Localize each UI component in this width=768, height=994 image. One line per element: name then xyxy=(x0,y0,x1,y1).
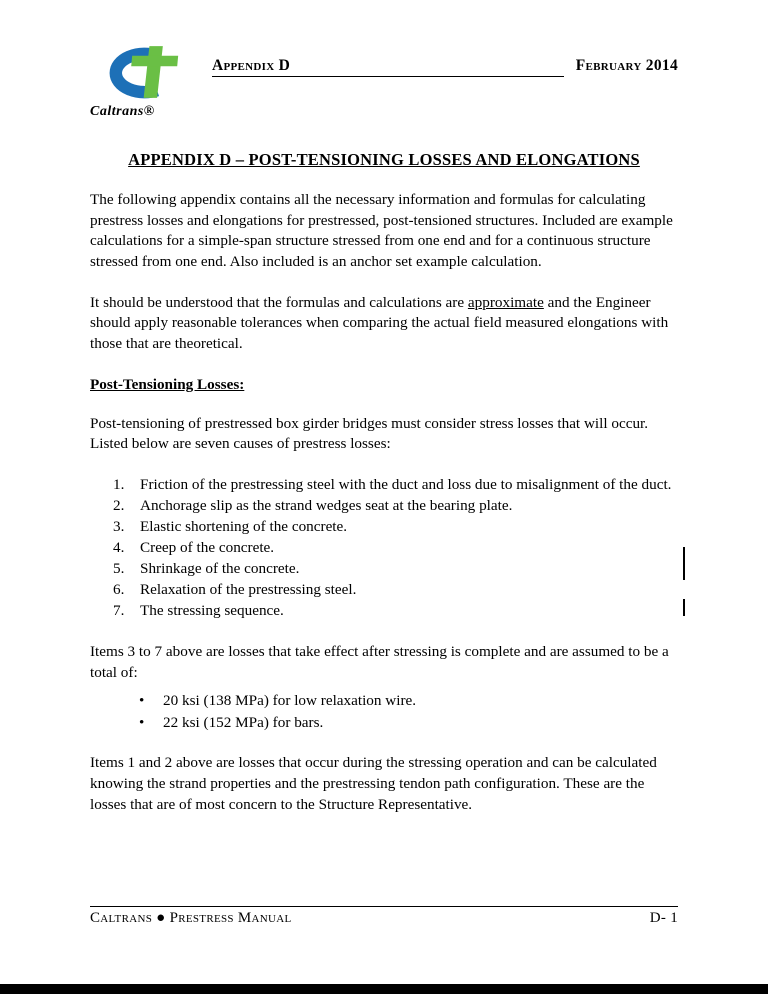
header-appendix-label: Appendix D xyxy=(212,57,291,74)
list-item-text: Creep of the concrete. xyxy=(140,538,275,556)
header-rule xyxy=(212,76,564,77)
list-item-number: 1. xyxy=(113,476,125,494)
footer-manual-title: Caltrans ● Prestress Manual xyxy=(90,910,292,926)
list-item-number: 6. xyxy=(113,580,125,598)
approximate-paragraph xyxy=(90,293,678,355)
list-item xyxy=(113,580,678,601)
list-item xyxy=(113,496,678,517)
list-item-number: 7. xyxy=(113,601,125,619)
items-1-and-2-paragraph: Items 1 and 2 above are losses that occur during the stressing operation and can be calculated knowing the strand properties and the prestressing tendon path configuration. These are the losses that are of most concern to the Structure Representative. xyxy=(90,754,657,813)
approximate-paragraph-post: and the Engineer should apply reasonable tolerances when comparing the actual field measured elongations with those that are theoretical. xyxy=(90,293,669,353)
section-heading-post-tensioning-losses: Post-Tensioning Losses: xyxy=(90,375,245,393)
page-header xyxy=(90,44,678,120)
list-item-number: 2. xyxy=(113,497,125,515)
header-date-label: February 2014 xyxy=(575,57,678,74)
list-item xyxy=(113,475,678,496)
caltrans-logo-icon xyxy=(90,44,182,102)
bottom-edge-bar xyxy=(0,984,768,994)
list-item xyxy=(113,559,678,580)
list-item-number: 5. xyxy=(113,559,125,577)
list-item-text: Anchorage slip as the strand wedges seat at the bearing plate. xyxy=(140,497,513,515)
revision-change-bar xyxy=(683,547,685,580)
losses-intro-paragraph: Post-tensioning of prestressed box girder bridges must consider stress losses that will occur. Listed below are seven causes of prestress losses: xyxy=(90,414,649,453)
approximate-underlined-word: approximate xyxy=(467,293,544,311)
list-item-text: Elastic shortening of the concrete. xyxy=(140,517,348,535)
list-item-text: Relaxation of the prestressing steel. xyxy=(140,580,357,598)
footer-page-number: D- 1 xyxy=(649,910,678,926)
bullet-marker: • xyxy=(139,692,145,710)
caltrans-logo xyxy=(90,44,212,120)
bullet-text: 20 ksi (138 MPa) for low relaxation wire. xyxy=(163,692,417,710)
prestress-losses-numbered-list xyxy=(90,475,678,622)
list-item xyxy=(113,538,678,559)
list-item-number: 3. xyxy=(113,517,125,535)
bullet-text: 22 ksi (152 MPa) for bars. xyxy=(163,713,324,731)
loss-values-bullet-list xyxy=(90,690,678,733)
page-title: APPENDIX D – POST-TENSIONING LOSSES AND ELONGATIONS xyxy=(128,150,640,169)
bullet-item xyxy=(139,712,678,734)
page-footer xyxy=(90,906,678,927)
bullet-marker: • xyxy=(139,713,145,731)
list-item-text: Friction of the prestressing steel with the duct and loss due to misalignment of the duct. xyxy=(140,476,672,494)
approximate-paragraph-pre: It should be understood that the formulas and calculations are xyxy=(90,293,468,311)
list-item xyxy=(113,517,678,538)
list-item-text: Shrinkage of the concrete. xyxy=(140,559,300,577)
bullet-item xyxy=(139,690,678,712)
items-3-to-7-paragraph: Items 3 to 7 above are losses that take effect after stressing is complete and are assumed to be a total of: xyxy=(90,642,669,681)
list-item-number: 4. xyxy=(113,538,125,556)
caltrans-wordmark: Caltrans® xyxy=(90,104,155,119)
list-item xyxy=(113,601,678,622)
list-item-text: The stressing sequence. xyxy=(140,601,284,619)
page-content xyxy=(90,44,678,815)
running-header xyxy=(212,57,678,83)
revision-change-bar xyxy=(683,599,685,616)
intro-paragraph: The following appendix contains all the necessary information and formulas for calculating prestress losses and elongations for prestressed, post-tensioned structures. Included are example calculations for a simple-span structure stressed from one end and for a continuous structure stressed from one end. Also included is an anchor set example calculation. xyxy=(90,191,673,271)
